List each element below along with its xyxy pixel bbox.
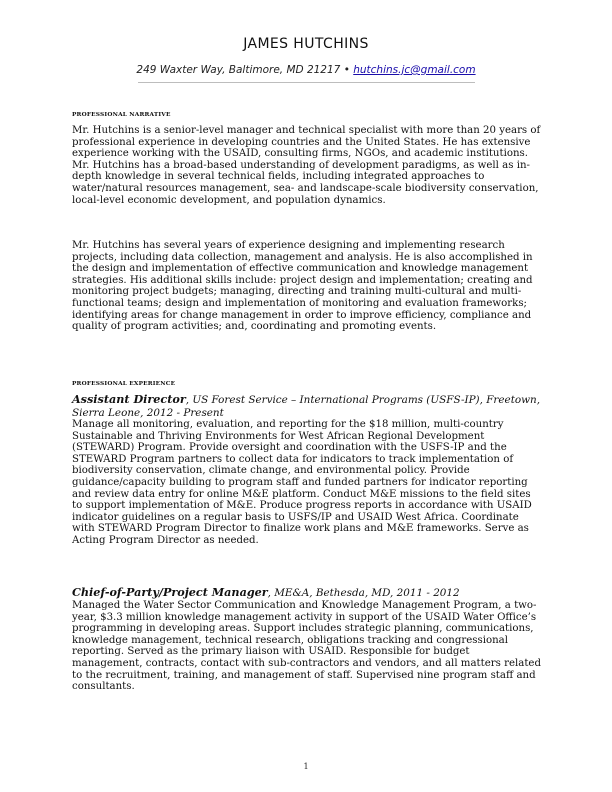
narrative-paragraph-1: Mr. Hutchins is a senior-level manager and technical specialist with more than 20 years of professional experience in developing countries and the United States. He has extensive experience working with the USAID, consulting firms, NGOs, and academic institutions. Mr. Hutchins has a broad-based understanding of development paradigms, as well as in-depth knowledge in several technical fields, including integrated approaches to water/natural resources management, sea- and landscape-scale biodiversity conservation, local-level economic development, and population dynamics. [72,125,541,206]
job-title-1: Assistant Director [72,392,186,406]
narrative-section-title: PROFESSIONAL NARRATIVE [72,112,171,118]
job-description-1: Manage all monitoring, evaluation, and reporting for the $18 million, multi-country Sustainable and Thriving Environments for West African Regional Development (STEWARD) Program. Provide oversight and coordination with the USFS-IP and the STEWARD Program partners to collect data for indicators to track implementation of biodiversity conservation, climate change, and environmental policy. Provide guidance/capacity building to program staff and funded partners for indicator reporting and review data entry for online M&E platform. Conduct M&E missions to the field sites to support implementation of M&E. Produce progress reports in accordance with USAID indicator guidelines on a regular basis to USFS/IP and USAID West Africa. Coordinate with STEWARD Program Director to finalize work plans and M&E frameworks. Serve as Acting Program Director as needed. [72,419,532,546]
resume-name: JAMES HUTCHINS [243,36,369,52]
contact-line [0,64,612,76]
job-title-2: Chief-of-Party/Project Manager [72,585,268,599]
address-text: 249 Waxter Way, Baltimore, MD 21217 [136,64,341,76]
contact-separator: • [340,64,354,76]
job-org-1: , US Forest Service – International Programs (USFS-IP), Freetown, Sierra Leone, 2012 - Present [72,394,541,419]
job-heading-1 [72,393,542,420]
page-number: 1 [303,762,309,771]
job-org-2: , ME&A, Bethesda, MD, 2011 - 2012 [267,587,460,599]
email-link[interactable]: hutchins.jc@gmail.com [353,64,476,76]
job-description-2: Managed the Water Sector Communication and Knowledge Management Program, a two-year, $3.3 million knowledge management activity in support of the USAID Water Office’s programming in developing areas. Support includes strategic planning, communications, knowledge management, technical research, obligations tracking and congressional reporting. Served as the primary liaison with USAID. Responsible for budget management, contracts, contact with sub-contractors and vendors, and all matters related to the recruitment, training, and management of staff. Supervised nine program staff and consultants. [72,600,541,693]
header-divider [138,82,475,83]
experience-section-title: PROFESSIONAL EXPERIENCE [72,381,176,387]
job-heading-2 [72,586,542,600]
narrative-paragraph-2: Mr. Hutchins has several years of experience designing and implementing research projects, including data collection, management and analysis. He is also accomplished in the design and implementation of effective communication and knowledge management strategies. His additional skills include: project design and implementation; creating and monitoring project budgets; managing, directing and training multi-cultural and multi-functional teams; design and implementation of monitoring and evaluation frameworks; identifying areas for change management in order to improve efficiency, compliance and quality of program activities; and, coordinating and promoting events. [72,240,533,333]
